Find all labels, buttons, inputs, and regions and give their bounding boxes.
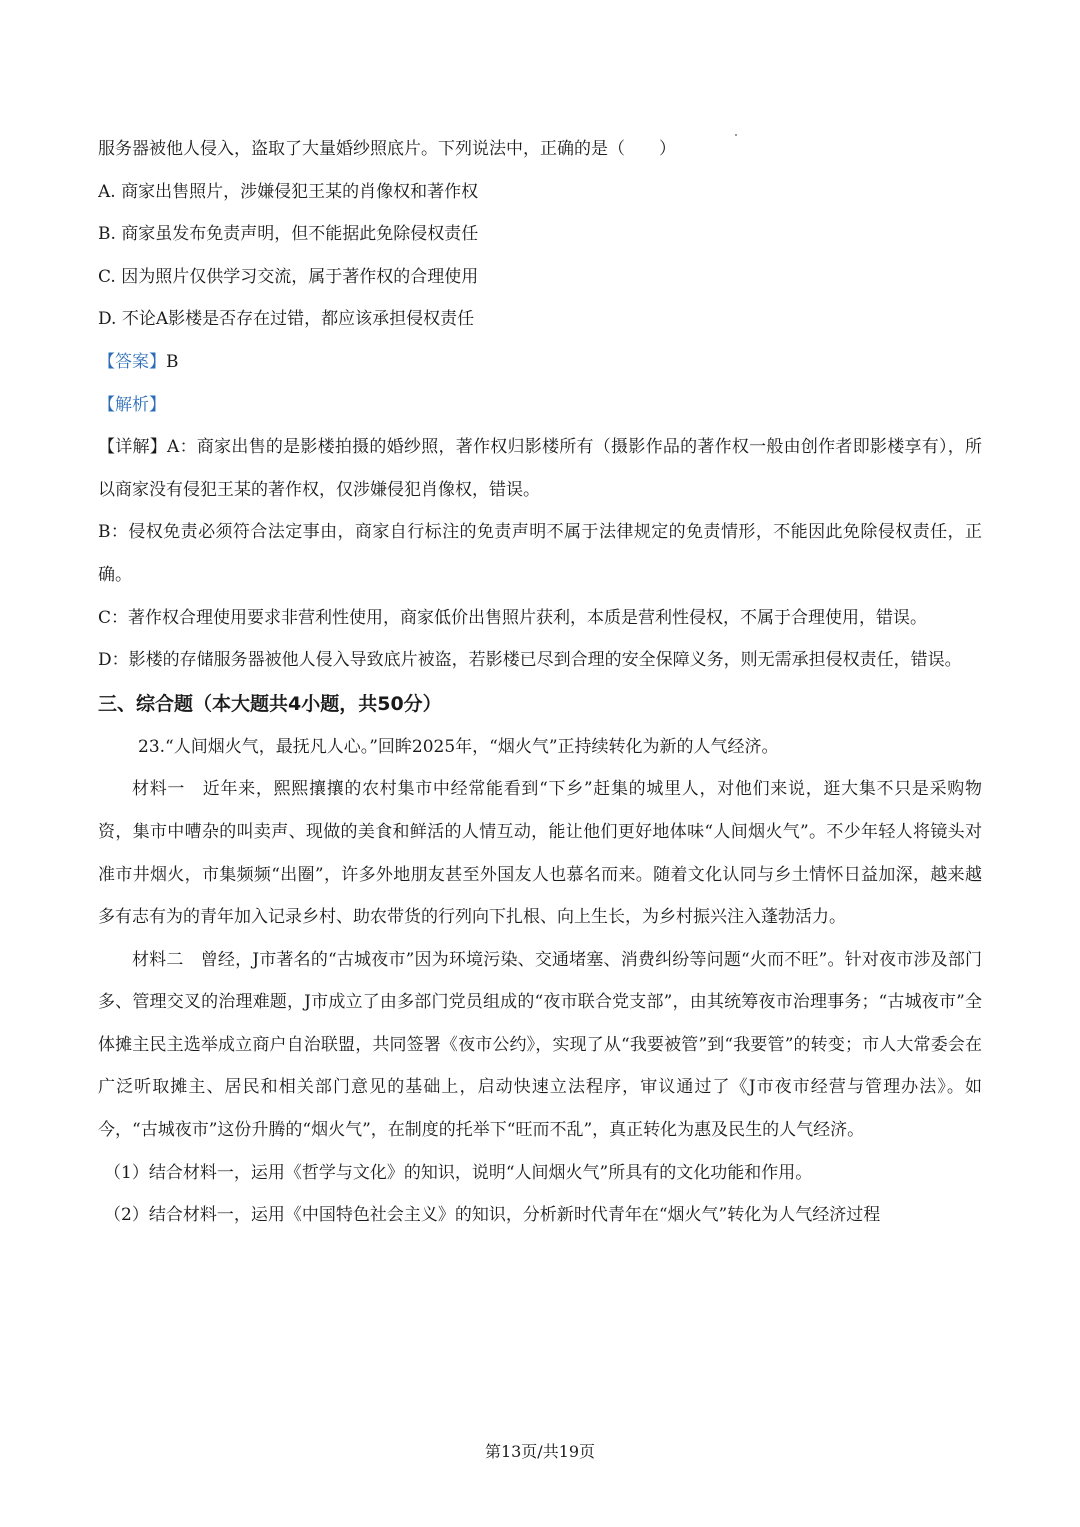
- detail-b: B：侵权免责必须符合法定事由，商家自行标注的免责声明不属于法律规定的免责情形，不能因此免除侵权责任，正确。: [98, 522, 982, 585]
- sub-question-2: （2）结合材料一，运用《中国特色社会主义》的知识，分析新时代青年在“烟火气”转化为人气经济过程: [104, 1205, 881, 1226]
- question-23-intro: 23.“人间烟火气，最抚凡人心。”回眸2025年，“烟火气”正持续转化为新的人气经济。: [138, 736, 779, 757]
- detail-a-text: A：商家出售的是影楼拍摄的婚纱照，著作权归影楼所有（摄影作品的著作权一般由创作者即影楼享有），所以商家没有侵犯王某的著作权，仅涉嫌侵犯肖像权，错误。: [98, 437, 983, 500]
- page-number: 第13页/共19页: [484, 1442, 596, 1461]
- sub-question-1: （1）结合材料一，运用《哲学与文化》的知识，说明“人间烟火气”所具有的文化功能和作用。: [104, 1162, 813, 1183]
- section-heading: 三、综合题（本大题共4小题，共50分）: [98, 692, 442, 715]
- analysis-line: [98, 384, 982, 427]
- option-c: C. 因为照片仅供学习交流，属于著作权的合理使用: [98, 266, 479, 287]
- answer-line: [98, 341, 982, 384]
- detail-a: [98, 426, 982, 511]
- answer-tag: 【答案】: [98, 351, 166, 372]
- material-1: 材料一 近年来，熙熙攘攘的农村集市中经常能看到“下乡”赶集的城里人，对他们来说，逛大集不只是采购物资，集市中嘈杂的叫卖声、现做的美食和鲜活的人情互动，能让他们更好地体味“人间烟火气”。不少年轻人将镜头对准市井烟火，市集频频“出圈”，许多外地朋友甚至外国友人也慕名而来。随着文化认同与乡土情怀日益加深，越来越多有志有为的青年加入记录乡村、助农带货的行列向下扎根、向上生长，为乡村振兴注入蓬勃活力。: [98, 779, 982, 928]
- material-2: 材料二 曾经，J市著名的“古城夜市”因为环境污染、交通堵塞、消费纠纷等问题“火而不旺”。针对夜市涉及部门多、管理交叉的治理难题，J市成立了由多部门党员组成的“夜市联合党支部”，由其统筹夜市治理事务；“古城夜市”全体摊主民主选举成立商户自治联盟，共同签署《夜市公约》，实现了从“我要被管”到“我要管”的转变；市人大常委会在广泛听取摊主、居民和相关部门意见的基础上，启动快速立法程序，审议通过了《J市夜市经营与管理办法》。如今，“古城夜市”这份升腾的“烟火气”，在制度的托举下“旺而不乱”，真正转化为惠及民生的人气经济。: [98, 949, 982, 1141]
- detail-c: C：著作权合理使用要求非营利性使用，商家低价出售照片获利，本质是营利性侵权，不属于合理使用，错误。: [98, 607, 928, 628]
- document-page: [98, 128, 982, 1237]
- detail-tag: 【详解】: [98, 437, 168, 458]
- detail-d: D：影楼的存储服务器被他人侵入导致底片被盗，若影楼已尽到合理的安全保障义务，则无需承担侵权责任，错误。: [98, 650, 962, 671]
- option-b: B. 商家虽发布免责声明，但不能据此免除侵权责任: [98, 224, 479, 245]
- option-d: D. 不论A影楼是否存在过错，都应该承担侵权责任: [98, 309, 475, 330]
- option-a: A. 商家出售照片，涉嫌侵犯王某的肖像权和著作权: [98, 181, 479, 202]
- question-stem-tail: 服务器被他人侵入，盗取了大量婚纱照底片。下列说法中，正确的是（ ）: [98, 139, 676, 159]
- answer-value: B: [166, 351, 179, 372]
- analysis-tag: 【解析】: [98, 394, 166, 415]
